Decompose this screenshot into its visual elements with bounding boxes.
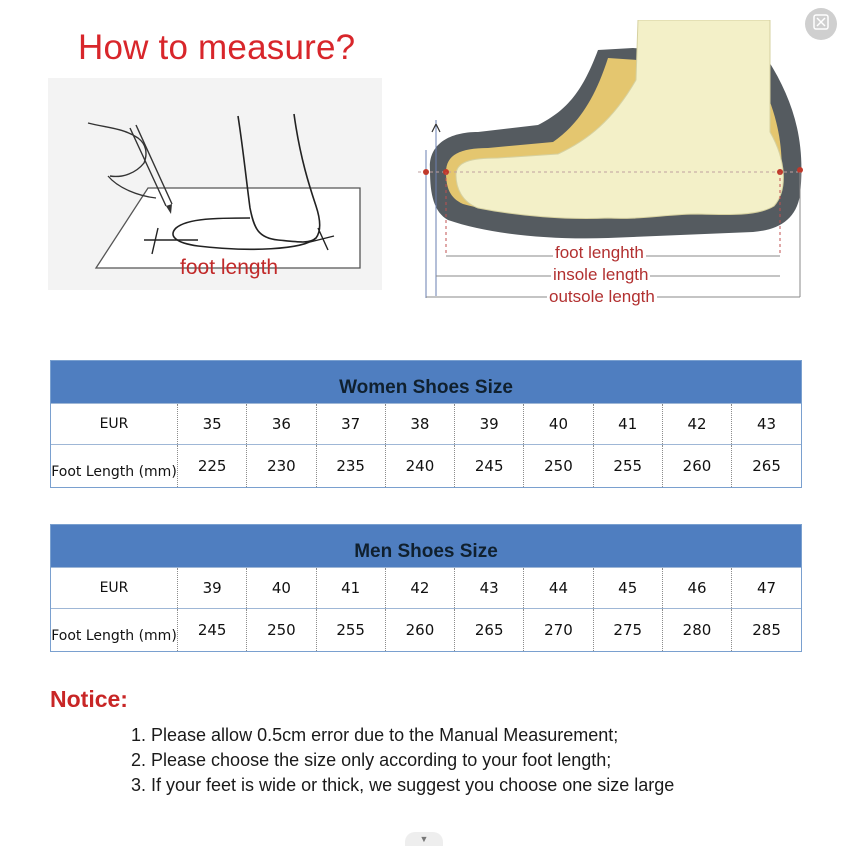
table-cell: 260 — [385, 609, 454, 652]
row-label — [51, 609, 178, 652]
table-cell: 42 — [385, 568, 454, 609]
notice-title: Notice: — [50, 686, 128, 712]
men-size-grid — [51, 567, 801, 651]
table-cell: 285 — [732, 609, 801, 652]
notice-item: 2. Please choose the size only according to your foot length; — [131, 750, 612, 770]
table-cell: 36 — [247, 404, 316, 445]
table-cell: 275 — [593, 609, 662, 652]
table-cell: 44 — [524, 568, 593, 609]
table-cell: 39 — [178, 568, 247, 609]
men-size-table — [50, 524, 802, 652]
table-cell: 270 — [524, 609, 593, 652]
table-cell: 255 — [316, 609, 385, 652]
chevron-down-icon: ▼ — [419, 834, 429, 844]
outsole-length-label: outsole length — [549, 287, 655, 306]
table-row — [51, 445, 801, 488]
table-cell: 235 — [316, 445, 385, 488]
foot-length-row-label: Foot Length (mm) — [51, 628, 177, 644]
close-button[interactable] — [805, 8, 837, 40]
women-table-header — [51, 361, 801, 403]
table-cell: 35 — [178, 404, 247, 445]
table-cell: 265 — [732, 445, 801, 488]
table-cell: 43 — [732, 404, 801, 445]
table-cell: 245 — [455, 445, 524, 488]
men-table-title: Men Shoes Size — [354, 541, 498, 562]
table-cell: 280 — [662, 609, 731, 652]
row-label: EUR — [51, 568, 178, 609]
men-table-header — [51, 525, 801, 567]
women-size-grid — [51, 403, 801, 487]
table-cell: 41 — [316, 568, 385, 609]
table-cell: 245 — [178, 609, 247, 652]
table-cell: 42 — [662, 404, 731, 445]
notice-item: 1. Please allow 0.5cm error due to the Manual Measurement; — [131, 725, 619, 745]
table-cell: 265 — [455, 609, 524, 652]
table-cell: 240 — [385, 445, 454, 488]
row-label — [51, 445, 178, 488]
table-cell: 43 — [455, 568, 524, 609]
table-cell: 41 — [593, 404, 662, 445]
notice-item: 3. If your feet is wide or thick, we suggest you choose one size large — [131, 775, 675, 795]
table-row — [51, 404, 801, 445]
table-cell: 38 — [385, 404, 454, 445]
table-cell: 46 — [662, 568, 731, 609]
table-cell: 250 — [247, 609, 316, 652]
scroll-handle[interactable] — [405, 832, 443, 846]
table-cell: 250 — [524, 445, 593, 488]
page-title: How to measure? — [78, 28, 356, 67]
table-cell: 47 — [732, 568, 801, 609]
table-cell: 40 — [524, 404, 593, 445]
foot-length-label: foot lenghth — [555, 243, 644, 262]
foot-length-caption: foot length — [180, 256, 279, 279]
table-cell: 37 — [316, 404, 385, 445]
table-cell: 39 — [455, 404, 524, 445]
insole-length-label: insole length — [553, 265, 649, 284]
foot-length-row-label: Foot Length (mm) — [51, 464, 177, 480]
close-icon — [812, 13, 830, 36]
table-cell: 45 — [593, 568, 662, 609]
table-cell: 40 — [247, 568, 316, 609]
table-cell: 255 — [593, 445, 662, 488]
women-table-title: Women Shoes Size — [339, 377, 513, 398]
table-cell: 230 — [247, 445, 316, 488]
women-size-table — [50, 360, 802, 488]
table-cell: 260 — [662, 445, 731, 488]
table-row — [51, 609, 801, 652]
notice-list — [131, 723, 674, 798]
row-label: EUR — [51, 404, 178, 445]
table-row — [51, 568, 801, 609]
table-cell: 225 — [178, 445, 247, 488]
